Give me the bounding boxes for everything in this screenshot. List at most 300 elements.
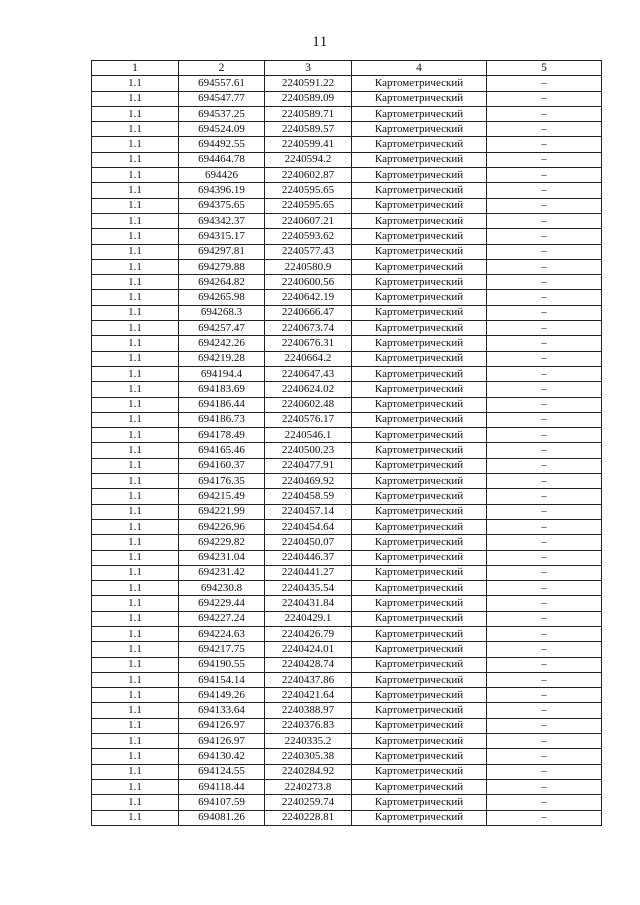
cell-method: Картометрический [352, 412, 487, 427]
cell-accuracy: – [487, 565, 602, 580]
cell-x-coordinate: 694242.26 [179, 336, 265, 351]
cell-y-coordinate: 2240477.91 [265, 458, 352, 473]
table-row [92, 810, 602, 825]
cell-accuracy: – [487, 152, 602, 167]
table-row [92, 106, 602, 121]
cell-point-number: 1.1 [92, 474, 179, 489]
cell-point-number: 1.1 [92, 657, 179, 672]
cell-accuracy: – [487, 626, 602, 641]
table-row [92, 718, 602, 733]
cell-method: Картометрический [352, 382, 487, 397]
cell-point-number: 1.1 [92, 535, 179, 550]
cell-method: Картометрический [352, 764, 487, 779]
cell-method: Картометрический [352, 657, 487, 672]
cell-accuracy: – [487, 305, 602, 320]
cell-accuracy: – [487, 581, 602, 596]
cell-x-coordinate: 694524.09 [179, 122, 265, 137]
cell-x-coordinate: 694126.97 [179, 734, 265, 749]
cell-y-coordinate: 2240589.09 [265, 91, 352, 106]
cell-x-coordinate: 694230.8 [179, 581, 265, 596]
cell-method: Картометрический [352, 137, 487, 152]
cell-accuracy: – [487, 749, 602, 764]
cell-accuracy: – [487, 519, 602, 534]
coordinates-table [91, 60, 602, 826]
cell-y-coordinate: 2240666.47 [265, 305, 352, 320]
table-row [92, 779, 602, 794]
cell-accuracy: – [487, 183, 602, 198]
cell-x-coordinate: 694268.3 [179, 305, 265, 320]
cell-method: Картометрический [352, 474, 487, 489]
cell-point-number: 1.1 [92, 229, 179, 244]
cell-point-number: 1.1 [92, 703, 179, 718]
cell-x-coordinate: 694186.44 [179, 397, 265, 412]
table-row [92, 152, 602, 167]
cell-y-coordinate: 2240591.22 [265, 76, 352, 91]
cell-point-number: 1.1 [92, 489, 179, 504]
cell-accuracy: – [487, 91, 602, 106]
cell-accuracy: – [487, 779, 602, 794]
header-col-2: 2 [179, 61, 265, 76]
cell-y-coordinate: 2240454.64 [265, 519, 352, 534]
cell-accuracy: – [487, 489, 602, 504]
table-row [92, 764, 602, 779]
cell-x-coordinate: 694149.26 [179, 688, 265, 703]
cell-method: Картометрический [352, 565, 487, 580]
cell-y-coordinate: 2240595.65 [265, 183, 352, 198]
cell-y-coordinate: 2240589.71 [265, 106, 352, 121]
header-col-3: 3 [265, 61, 352, 76]
cell-x-coordinate: 694229.44 [179, 596, 265, 611]
table-row [92, 550, 602, 565]
cell-accuracy: – [487, 688, 602, 703]
cell-x-coordinate: 694229.82 [179, 535, 265, 550]
cell-x-coordinate: 694133.64 [179, 703, 265, 718]
cell-y-coordinate: 2240607.21 [265, 213, 352, 228]
cell-x-coordinate: 694557.61 [179, 76, 265, 91]
cell-accuracy: – [487, 657, 602, 672]
table-row [92, 76, 602, 91]
cell-y-coordinate: 2240284.92 [265, 764, 352, 779]
cell-accuracy: – [487, 351, 602, 366]
table-row [92, 137, 602, 152]
cell-accuracy: – [487, 321, 602, 336]
cell-method: Картометрический [352, 626, 487, 641]
cell-accuracy: – [487, 412, 602, 427]
cell-x-coordinate: 694279.88 [179, 259, 265, 274]
table-row [92, 596, 602, 611]
cell-y-coordinate: 2240642.19 [265, 290, 352, 305]
cell-x-coordinate: 694227.24 [179, 611, 265, 626]
cell-y-coordinate: 2240273.8 [265, 779, 352, 794]
cell-point-number: 1.1 [92, 336, 179, 351]
cell-point-number: 1.1 [92, 290, 179, 305]
cell-y-coordinate: 2240335.2 [265, 734, 352, 749]
table-row [92, 642, 602, 657]
cell-method: Картометрический [352, 749, 487, 764]
cell-accuracy: – [487, 703, 602, 718]
cell-method: Картометрический [352, 443, 487, 458]
cell-point-number: 1.1 [92, 611, 179, 626]
table-body [92, 76, 602, 826]
table-row [92, 657, 602, 672]
cell-x-coordinate: 694160.37 [179, 458, 265, 473]
cell-point-number: 1.1 [92, 382, 179, 397]
cell-method: Картометрический [352, 168, 487, 183]
cell-method: Картометрический [352, 290, 487, 305]
cell-method: Картометрический [352, 321, 487, 336]
cell-point-number: 1.1 [92, 734, 179, 749]
cell-method: Картометрический [352, 489, 487, 504]
table-row [92, 198, 602, 213]
cell-x-coordinate: 694217.75 [179, 642, 265, 657]
header-row [92, 61, 602, 76]
table-row [92, 122, 602, 137]
cell-x-coordinate: 694375.65 [179, 198, 265, 213]
table-row [92, 412, 602, 427]
cell-point-number: 1.1 [92, 581, 179, 596]
cell-point-number: 1.1 [92, 106, 179, 121]
cell-accuracy: – [487, 106, 602, 121]
cell-y-coordinate: 2240500.23 [265, 443, 352, 458]
cell-x-coordinate: 694118.44 [179, 779, 265, 794]
cell-accuracy: – [487, 672, 602, 687]
cell-y-coordinate: 2240624.02 [265, 382, 352, 397]
cell-accuracy: – [487, 764, 602, 779]
cell-point-number: 1.1 [92, 213, 179, 228]
table-row [92, 458, 602, 473]
cell-y-coordinate: 2240426.79 [265, 626, 352, 641]
cell-method: Картометрический [352, 229, 487, 244]
cell-method: Картометрический [352, 397, 487, 412]
cell-point-number: 1.1 [92, 351, 179, 366]
cell-point-number: 1.1 [92, 779, 179, 794]
cell-method: Картометрический [352, 458, 487, 473]
cell-y-coordinate: 2240446.37 [265, 550, 352, 565]
cell-method: Картометрический [352, 550, 487, 565]
cell-point-number: 1.1 [92, 504, 179, 519]
cell-point-number: 1.1 [92, 91, 179, 106]
cell-method: Картометрический [352, 596, 487, 611]
cell-x-coordinate: 694221.99 [179, 504, 265, 519]
cell-y-coordinate: 2240424.01 [265, 642, 352, 657]
table-row [92, 489, 602, 504]
table-row [92, 703, 602, 718]
table-row [92, 474, 602, 489]
cell-x-coordinate: 694190.55 [179, 657, 265, 672]
cell-x-coordinate: 694126.97 [179, 718, 265, 733]
cell-point-number: 1.1 [92, 198, 179, 213]
cell-x-coordinate: 694154.14 [179, 672, 265, 687]
cell-method: Картометрический [352, 336, 487, 351]
cell-accuracy: – [487, 443, 602, 458]
table-row [92, 259, 602, 274]
cell-y-coordinate: 2240602.87 [265, 168, 352, 183]
cell-accuracy: – [487, 504, 602, 519]
cell-point-number: 1.1 [92, 688, 179, 703]
cell-x-coordinate: 694492.55 [179, 137, 265, 152]
cell-x-coordinate: 694215.49 [179, 489, 265, 504]
cell-method: Картометрический [352, 734, 487, 749]
cell-point-number: 1.1 [92, 428, 179, 443]
cell-point-number: 1.1 [92, 122, 179, 137]
cell-accuracy: – [487, 474, 602, 489]
table-row [92, 734, 602, 749]
cell-y-coordinate: 2240441.27 [265, 565, 352, 580]
table-row [92, 581, 602, 596]
cell-method: Картометрический [352, 718, 487, 733]
cell-point-number: 1.1 [92, 596, 179, 611]
cell-point-number: 1.1 [92, 764, 179, 779]
cell-y-coordinate: 2240595.65 [265, 198, 352, 213]
cell-method: Картометрический [352, 535, 487, 550]
table-row [92, 611, 602, 626]
cell-accuracy: – [487, 229, 602, 244]
cell-method: Картометрический [352, 611, 487, 626]
cell-accuracy: – [487, 535, 602, 550]
cell-x-coordinate: 694124.55 [179, 764, 265, 779]
cell-accuracy: – [487, 795, 602, 810]
table-row [92, 321, 602, 336]
cell-accuracy: – [487, 458, 602, 473]
cell-point-number: 1.1 [92, 642, 179, 657]
cell-x-coordinate: 694342.37 [179, 213, 265, 228]
cell-y-coordinate: 2240546.1 [265, 428, 352, 443]
cell-x-coordinate: 694178.49 [179, 428, 265, 443]
cell-point-number: 1.1 [92, 321, 179, 336]
cell-x-coordinate: 694315.17 [179, 229, 265, 244]
cell-method: Картометрический [352, 122, 487, 137]
cell-accuracy: – [487, 76, 602, 91]
cell-point-number: 1.1 [92, 275, 179, 290]
cell-method: Картометрический [352, 795, 487, 810]
cell-accuracy: – [487, 336, 602, 351]
cell-point-number: 1.1 [92, 152, 179, 167]
table-row [92, 213, 602, 228]
cell-accuracy: – [487, 718, 602, 733]
cell-accuracy: – [487, 428, 602, 443]
cell-x-coordinate: 694257.47 [179, 321, 265, 336]
cell-y-coordinate: 2240599.41 [265, 137, 352, 152]
cell-point-number: 1.1 [92, 519, 179, 534]
cell-accuracy: – [487, 642, 602, 657]
cell-y-coordinate: 2240388.97 [265, 703, 352, 718]
cell-y-coordinate: 2240259.74 [265, 795, 352, 810]
cell-method: Картометрический [352, 504, 487, 519]
cell-accuracy: – [487, 382, 602, 397]
cell-y-coordinate: 2240435.54 [265, 581, 352, 596]
cell-point-number: 1.1 [92, 565, 179, 580]
table-row [92, 504, 602, 519]
cell-y-coordinate: 2240437.86 [265, 672, 352, 687]
cell-method: Картометрический [352, 642, 487, 657]
header-col-1: 1 [92, 61, 179, 76]
cell-point-number: 1.1 [92, 76, 179, 91]
cell-method: Картометрический [352, 519, 487, 534]
cell-method: Картометрический [352, 198, 487, 213]
cell-method: Картометрический [352, 259, 487, 274]
cell-x-coordinate: 694226.96 [179, 519, 265, 534]
table-row [92, 290, 602, 305]
cell-method: Картометрический [352, 779, 487, 794]
cell-point-number: 1.1 [92, 366, 179, 381]
cell-accuracy: – [487, 168, 602, 183]
cell-method: Картометрический [352, 810, 487, 825]
cell-point-number: 1.1 [92, 672, 179, 687]
cell-method: Картометрический [352, 183, 487, 198]
cell-y-coordinate: 2240576.17 [265, 412, 352, 427]
table-row [92, 275, 602, 290]
cell-x-coordinate: 694265.98 [179, 290, 265, 305]
cell-method: Картометрический [352, 688, 487, 703]
cell-accuracy: – [487, 366, 602, 381]
cell-method: Картометрический [352, 672, 487, 687]
cell-accuracy: – [487, 810, 602, 825]
cell-x-coordinate: 694231.42 [179, 565, 265, 580]
table-row [92, 672, 602, 687]
cell-method: Картометрический [352, 351, 487, 366]
cell-accuracy: – [487, 137, 602, 152]
cell-point-number: 1.1 [92, 137, 179, 152]
cell-method: Картометрический [352, 106, 487, 121]
cell-x-coordinate: 694547.77 [179, 91, 265, 106]
table-row [92, 428, 602, 443]
cell-accuracy: – [487, 213, 602, 228]
cell-y-coordinate: 2240647.43 [265, 366, 352, 381]
cell-y-coordinate: 2240228.81 [265, 810, 352, 825]
cell-accuracy: – [487, 290, 602, 305]
cell-y-coordinate: 2240580.9 [265, 259, 352, 274]
cell-y-coordinate: 2240458.59 [265, 489, 352, 504]
cell-point-number: 1.1 [92, 412, 179, 427]
cell-point-number: 1.1 [92, 718, 179, 733]
header-col-4: 4 [352, 61, 487, 76]
table-row [92, 183, 602, 198]
cell-method: Картометрический [352, 581, 487, 596]
cell-y-coordinate: 2240593.62 [265, 229, 352, 244]
cell-point-number: 1.1 [92, 168, 179, 183]
table-header [92, 61, 602, 76]
table-row [92, 535, 602, 550]
cell-accuracy: – [487, 611, 602, 626]
cell-y-coordinate: 2240602.48 [265, 397, 352, 412]
cell-x-coordinate: 694130.42 [179, 749, 265, 764]
cell-x-coordinate: 694396.19 [179, 183, 265, 198]
cell-accuracy: – [487, 259, 602, 274]
table-row [92, 519, 602, 534]
table-row [92, 336, 602, 351]
cell-point-number: 1.1 [92, 397, 179, 412]
table-row [92, 91, 602, 106]
cell-method: Картометрический [352, 76, 487, 91]
cell-method: Картометрический [352, 275, 487, 290]
cell-accuracy: – [487, 198, 602, 213]
cell-point-number: 1.1 [92, 259, 179, 274]
table-row [92, 366, 602, 381]
cell-x-coordinate: 694224.63 [179, 626, 265, 641]
cell-y-coordinate: 2240429.1 [265, 611, 352, 626]
table-row [92, 565, 602, 580]
cell-y-coordinate: 2240431.84 [265, 596, 352, 611]
cell-y-coordinate: 2240594.2 [265, 152, 352, 167]
cell-method: Картометрический [352, 703, 487, 718]
cell-y-coordinate: 2240664.2 [265, 351, 352, 366]
cell-accuracy: – [487, 275, 602, 290]
table-row [92, 382, 602, 397]
table-row [92, 244, 602, 259]
cell-method: Картометрический [352, 244, 487, 259]
cell-point-number: 1.1 [92, 244, 179, 259]
cell-y-coordinate: 2240305.38 [265, 749, 352, 764]
cell-x-coordinate: 694186.73 [179, 412, 265, 427]
cell-x-coordinate: 694183.69 [179, 382, 265, 397]
cell-accuracy: – [487, 122, 602, 137]
cell-point-number: 1.1 [92, 550, 179, 565]
page-number: 11 [312, 34, 328, 50]
table-row [92, 305, 602, 320]
cell-accuracy: – [487, 596, 602, 611]
cell-x-coordinate: 694219.28 [179, 351, 265, 366]
cell-method: Картометрический [352, 366, 487, 381]
cell-y-coordinate: 2240428.74 [265, 657, 352, 672]
table-row [92, 749, 602, 764]
cell-point-number: 1.1 [92, 183, 179, 198]
table-row [92, 688, 602, 703]
cell-y-coordinate: 2240600.56 [265, 275, 352, 290]
table-row [92, 397, 602, 412]
cell-y-coordinate: 2240421.64 [265, 688, 352, 703]
cell-accuracy: – [487, 244, 602, 259]
cell-method: Картометрический [352, 152, 487, 167]
table-row [92, 795, 602, 810]
table-row [92, 443, 602, 458]
table-row [92, 168, 602, 183]
cell-accuracy: – [487, 550, 602, 565]
cell-y-coordinate: 2240457.14 [265, 504, 352, 519]
cell-y-coordinate: 2240376.83 [265, 718, 352, 733]
cell-point-number: 1.1 [92, 458, 179, 473]
cell-method: Картометрический [352, 305, 487, 320]
cell-point-number: 1.1 [92, 749, 179, 764]
cell-x-coordinate: 694194.4 [179, 366, 265, 381]
header-col-5: 5 [487, 61, 602, 76]
cell-y-coordinate: 2240450.07 [265, 535, 352, 550]
cell-accuracy: – [487, 397, 602, 412]
table-row [92, 351, 602, 366]
cell-y-coordinate: 2240589.57 [265, 122, 352, 137]
cell-x-coordinate: 694176.35 [179, 474, 265, 489]
cell-x-coordinate: 694081.26 [179, 810, 265, 825]
cell-point-number: 1.1 [92, 305, 179, 320]
cell-x-coordinate: 694231.04 [179, 550, 265, 565]
cell-y-coordinate: 2240676.31 [265, 336, 352, 351]
cell-accuracy: – [487, 734, 602, 749]
cell-x-coordinate: 694537.25 [179, 106, 265, 121]
cell-point-number: 1.1 [92, 795, 179, 810]
cell-x-coordinate: 694464.78 [179, 152, 265, 167]
cell-x-coordinate: 694297.81 [179, 244, 265, 259]
cell-method: Картометрический [352, 213, 487, 228]
cell-point-number: 1.1 [92, 810, 179, 825]
cell-method: Картометрический [352, 91, 487, 106]
cell-x-coordinate: 694107.59 [179, 795, 265, 810]
cell-x-coordinate: 694264.82 [179, 275, 265, 290]
table-row [92, 626, 602, 641]
cell-y-coordinate: 2240673.74 [265, 321, 352, 336]
cell-y-coordinate: 2240577.43 [265, 244, 352, 259]
cell-y-coordinate: 2240469.92 [265, 474, 352, 489]
cell-x-coordinate: 694165.46 [179, 443, 265, 458]
table-row [92, 229, 602, 244]
